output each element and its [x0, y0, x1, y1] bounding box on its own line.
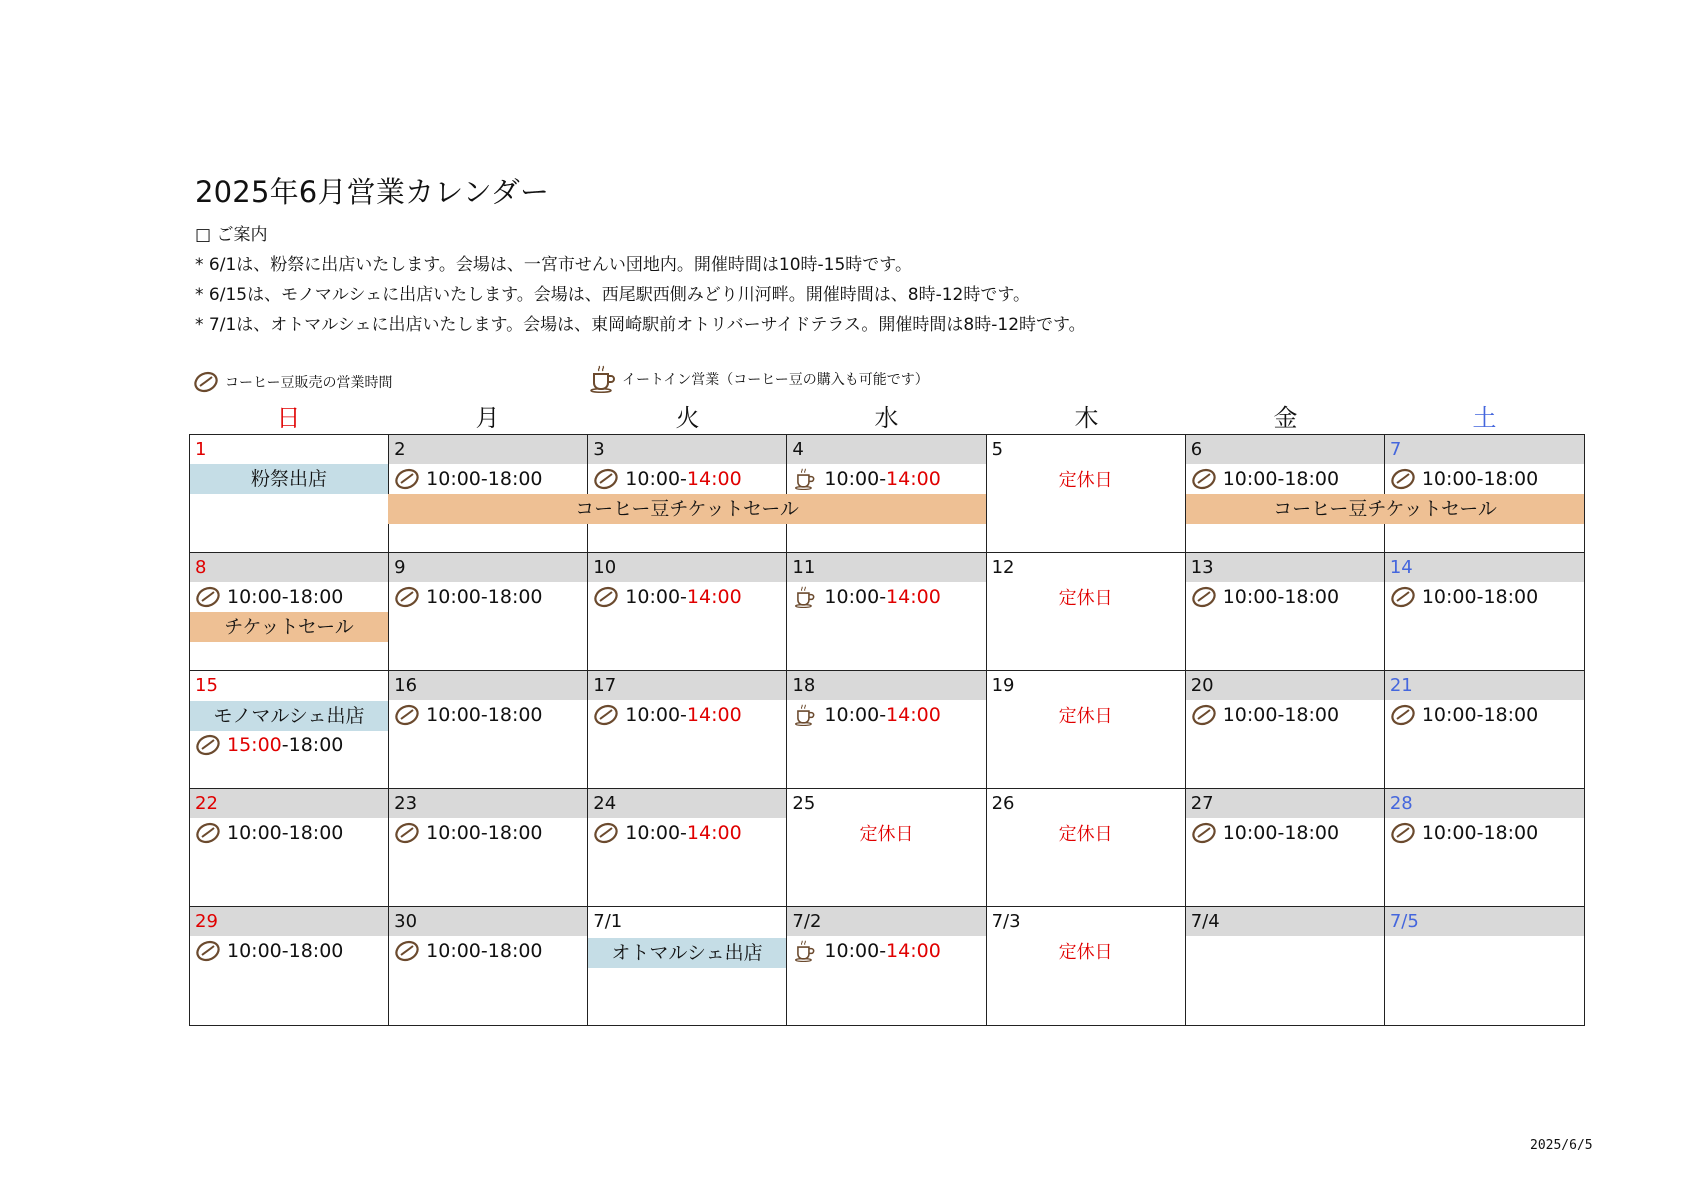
closed-label: 定休日: [1058, 824, 1113, 845]
date-number: 27: [1186, 789, 1384, 818]
coffee-bean-icon: [593, 822, 619, 844]
weekday-wed: 水: [874, 404, 899, 432]
day-cell: [190, 435, 389, 553]
bean-hours: 10:00 - 14:00: [588, 464, 786, 494]
coffee-bean-icon: [1390, 468, 1416, 490]
coffee-bean-icon: [1191, 704, 1217, 726]
coffee-bean-icon: [1191, 468, 1217, 490]
day-cell: [987, 435, 1186, 553]
day-cell: [787, 907, 986, 1025]
coffee-cup-icon: [792, 586, 818, 608]
coffee-cup-icon: [792, 704, 818, 726]
legend-cup: [590, 362, 929, 396]
day-cell: [588, 671, 787, 789]
coffee-bean-icon: [394, 704, 420, 726]
date-number: 20: [1186, 671, 1384, 700]
date-number: 26: [991, 793, 1015, 814]
event-monomarche: モノマルシェ出店: [190, 701, 388, 731]
notice-1: * 6/1は、粉祭に出店いたします。会場は、一宮市せんい団地内。開催時間は10時-15時です。: [195, 255, 912, 275]
weekday-mon: 月: [475, 404, 500, 432]
day-cell: [389, 671, 588, 789]
print-date: 2025/6/5: [1530, 1138, 1593, 1153]
date-number: 7/1: [593, 911, 623, 932]
day-cell: [787, 553, 986, 671]
bean-hours: 10:00 - 18:00: [1385, 700, 1584, 730]
day-cell: [389, 789, 588, 907]
date-number: 24: [588, 789, 786, 818]
date-number: 22: [190, 789, 388, 818]
coffee-cup-icon: [792, 940, 818, 962]
bean-hours: 10:00 - 18:00: [389, 936, 587, 966]
date-number: 7/5: [1385, 907, 1584, 936]
bean-hours: 10:00 - 14:00: [588, 582, 786, 612]
day-cell: [190, 789, 389, 907]
date-number: 2: [389, 435, 587, 464]
date-number: 3: [588, 435, 786, 464]
day-cell: [987, 553, 1186, 671]
bean-hours: 10:00 - 18:00: [1385, 818, 1584, 848]
bean-hours: 10:00 - 18:00: [389, 582, 587, 612]
bean-hours: 10:00 - 18:00: [1385, 464, 1584, 494]
bean-hours: 10:00 - 18:00: [1186, 700, 1384, 730]
coffee-bean-icon: [195, 586, 221, 608]
date-number: 12: [991, 557, 1015, 578]
date-number: 17: [588, 671, 786, 700]
day-cell: [1186, 907, 1385, 1025]
day-cell: [787, 789, 986, 907]
date-number: 7/2: [787, 907, 985, 936]
coffee-bean-icon: [195, 940, 221, 962]
day-cell: [389, 907, 588, 1025]
date-number: 7: [1385, 435, 1584, 464]
weekday-sun: 日: [276, 404, 301, 432]
coffee-bean-icon: [593, 704, 619, 726]
bean-hours: 10:00 - 18:00: [190, 936, 388, 966]
date-number: 16: [389, 671, 587, 700]
coffee-bean-icon: [1191, 586, 1217, 608]
day-cell: [1385, 907, 1584, 1025]
bean-hours: 10:00 - 18:00: [389, 700, 587, 730]
event-ticket-sale-2: コーヒー豆チケットセール: [1186, 494, 1584, 524]
bean-hours: 10:00 - 18:00: [389, 464, 587, 494]
bean-hours: 10:00 - 18:00: [190, 818, 388, 848]
day-cell: [787, 671, 986, 789]
date-number: 7/4: [1186, 907, 1384, 936]
bean-hours: 10:00 - 18:00: [1186, 464, 1384, 494]
day-cell: [1186, 671, 1385, 789]
date-number: 23: [389, 789, 587, 818]
day-cell: [1385, 553, 1584, 671]
day-cell: [987, 671, 1186, 789]
coffee-bean-icon: [394, 822, 420, 844]
date-number: 30: [389, 907, 587, 936]
date-number: 10: [588, 553, 786, 582]
day-cell: [1385, 671, 1584, 789]
coffee-cup-icon: [590, 362, 616, 396]
bean-hours: 10:00 - 18:00: [190, 582, 388, 612]
legend-cup-label: イートイン営業（コーヒー豆の購入も可能です）: [622, 372, 929, 388]
event-konamatsuri: 粉祭出店: [190, 464, 388, 494]
coffee-bean-icon: [195, 734, 221, 756]
coffee-bean-icon: [394, 940, 420, 962]
closed-label: 定休日: [1058, 588, 1113, 609]
bean-hours: 10:00 - 14:00: [588, 818, 786, 848]
legend-bean: [193, 371, 392, 393]
date-number: 7/3: [991, 911, 1021, 932]
coffee-bean-icon: [1191, 822, 1217, 844]
date-number: 19: [991, 675, 1015, 696]
coffee-bean-icon: [195, 822, 221, 844]
closed-label: 定休日: [1058, 942, 1113, 963]
day-cell: [1385, 789, 1584, 907]
bean-hours: 10:00 - 18:00: [389, 818, 587, 848]
date-number: 4: [787, 435, 985, 464]
closed-label: 定休日: [859, 824, 914, 845]
date-number: 11: [787, 553, 985, 582]
date-number: 28: [1385, 789, 1584, 818]
eat-in-hours: 10:00 - 14:00: [787, 936, 985, 966]
day-cell: [190, 907, 389, 1025]
date-number: 9: [389, 553, 587, 582]
date-number: 25: [792, 793, 816, 814]
weekday-sat: 土: [1472, 404, 1497, 432]
coffee-bean-icon: [593, 586, 619, 608]
day-cell: [1186, 789, 1385, 907]
bean-hours: 10:00 - 14:00: [588, 700, 786, 730]
day-cell: [389, 553, 588, 671]
bean-hours: 15:00 - 18:00: [190, 730, 388, 760]
date-number: 21: [1385, 671, 1584, 700]
event-ticket-sale-3: チケットセール: [190, 612, 388, 642]
coffee-bean-icon: [394, 586, 420, 608]
date-number: 6: [1186, 435, 1384, 464]
coffee-bean-icon: [394, 468, 420, 490]
legend-bean-label: コーヒー豆販売の営業時間: [225, 375, 393, 391]
day-cell: [987, 789, 1186, 907]
day-cell: [987, 907, 1186, 1025]
closed-label: 定休日: [1058, 706, 1113, 727]
event-otomarche: オトマルシェ出店: [588, 938, 786, 968]
date-number: 15: [195, 675, 218, 696]
date-number: 29: [190, 907, 388, 936]
notice-2: * 6/15は、モノマルシェに出店いたします。会場は、西尾駅西側みどり川河畔。開催時間は、8時-12時です。: [195, 285, 1031, 305]
date-number: 18: [787, 671, 985, 700]
eat-in-hours: 10:00 - 14:00: [787, 700, 985, 730]
event-ticket-sale-1: コーヒー豆チケットセール: [388, 494, 986, 524]
weekday-tue: 火: [675, 404, 700, 432]
bean-hours: 10:00 - 18:00: [1186, 818, 1384, 848]
date-number: 8: [190, 553, 388, 582]
closed-label: 定休日: [1058, 470, 1113, 491]
day-cell: [1186, 553, 1385, 671]
page-title: 2025年6月営業カレンダー: [195, 175, 550, 209]
coffee-bean-icon: [593, 468, 619, 490]
coffee-bean-icon: [193, 371, 219, 393]
eat-in-hours: 10:00 - 14:00: [787, 464, 985, 494]
bean-hours: 10:00 - 18:00: [1385, 582, 1584, 612]
date-number: 5: [991, 439, 1004, 460]
coffee-bean-icon: [1390, 704, 1416, 726]
bean-hours: 10:00 - 18:00: [1186, 582, 1384, 612]
eat-in-hours: 10:00 - 14:00: [787, 582, 985, 612]
day-cell: [588, 789, 787, 907]
guide-heading: □ ご案内: [195, 225, 268, 245]
weekday-fri: 金: [1273, 404, 1298, 432]
day-cell: [588, 553, 787, 671]
coffee-cup-icon: [792, 468, 818, 490]
notice-3: * 7/1は、オトマルシェに出店いたします。会場は、東岡崎駅前オトリバーサイドテラス。開催時間は8時-12時です。: [195, 315, 1086, 335]
weekday-thu: 木: [1074, 404, 1099, 432]
coffee-bean-icon: [1390, 586, 1416, 608]
coffee-bean-icon: [1390, 822, 1416, 844]
date-number: 13: [1186, 553, 1384, 582]
date-number: 1: [195, 439, 207, 460]
date-number: 14: [1385, 553, 1584, 582]
